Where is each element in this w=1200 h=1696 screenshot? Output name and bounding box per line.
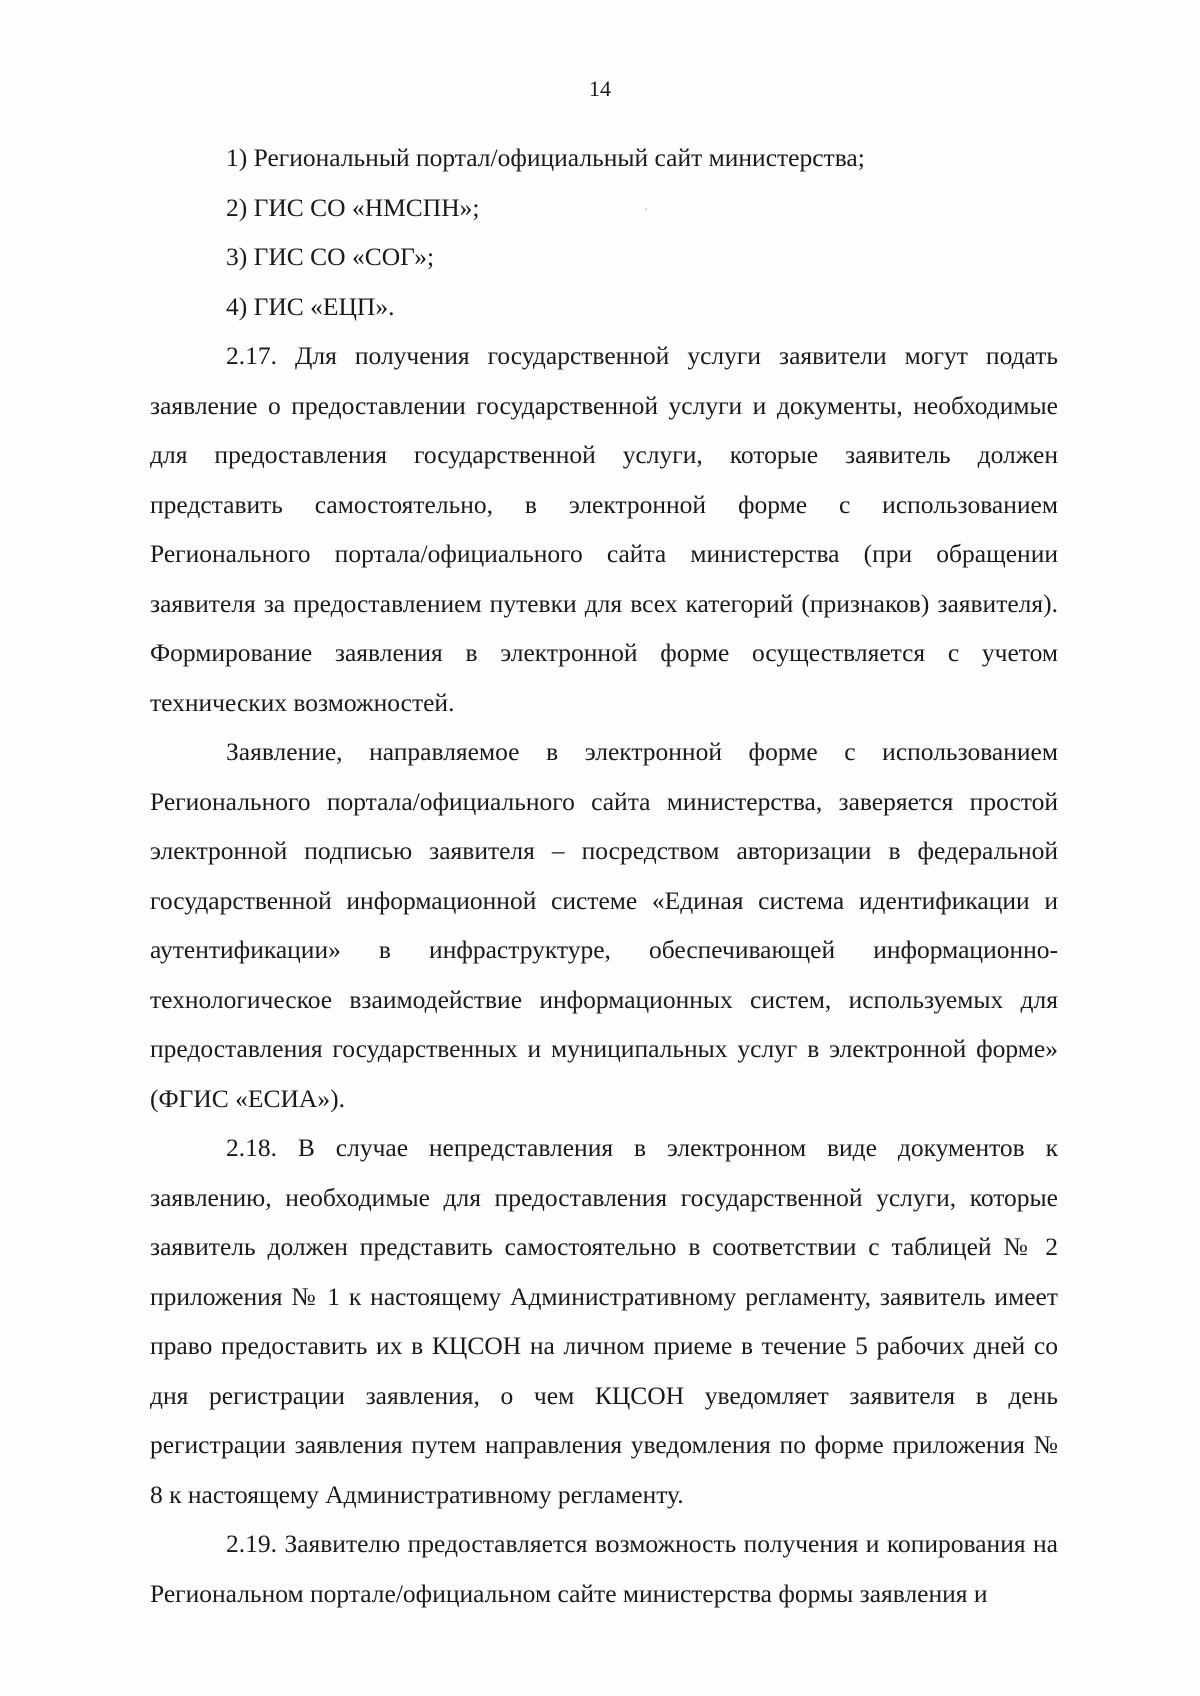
scan-speck bbox=[645, 208, 647, 210]
paragraph-2-18: 2.18. В случае непредставления в электронном виде документов к заявлению, необходимые для предоставления государственной услуги, которые заявитель должен представить самостоятельно в соответствии с таблицей № 2 приложения № 1 к настоящему Административному регламенту, заявитель имеет право предоставить их в КЦСОН на личном приеме в течение 5 рабочих дней со дня регистрации заявления, о чем КЦСОН уведомляет заявителя в день регистрации заявления путем направления уведомления по форме приложения № 8 к настоящему Административному регламенту. bbox=[150, 1133, 1058, 1509]
document-body bbox=[150, 133, 1058, 1618]
paragraph-application-signature: Заявление, направляемое в электронной форме с использованием Регионального портала/официального сайта министерства, заверяется простой электронной подписью заявителя – посредством авторизации в федеральной государственной информационной системе «Единая система идентификации и аутентификации» в инфраструктуре, обеспечивающей информационно-технологическое взаимодействие информационных систем, используемых для предоставления государственных и муниципальных услуг в электронной форме» (ФГИС «ЕСИА»). bbox=[150, 737, 1058, 1113]
paragraph-2-19: 2.19. Заявителю предоставляется возможность получения и копирования на Региональном портале/официальном сайте министерства формы заявления и bbox=[150, 1529, 1058, 1608]
page-number: 14 bbox=[589, 76, 611, 101]
list-item-4: 4) ГИС «ЕЦП». bbox=[226, 291, 395, 321]
list-item-2: 2) ГИС СО «НМСПН»; bbox=[226, 192, 480, 222]
paragraph-2-17: 2.17. Для получения государственной услуги заявители могут подать заявление о предоставлении государственной услуги и документы, необходимые для предоставления государственной услуги, которые заявитель должен представить самостоятельно, в электронной форме с использованием Регионального портала/официального сайта министерства (при обращении заявителя за предоставлением путевки для всех категорий (признаков) заявителя). Формирование заявления в электронной форме осуществляется с учетом технических возможностей. bbox=[150, 341, 1058, 717]
list-item-3: 3) ГИС СО «СОГ»; bbox=[226, 242, 435, 271]
list-item-1: 1) Региональный портал/официальный сайт министерства; bbox=[226, 143, 865, 172]
